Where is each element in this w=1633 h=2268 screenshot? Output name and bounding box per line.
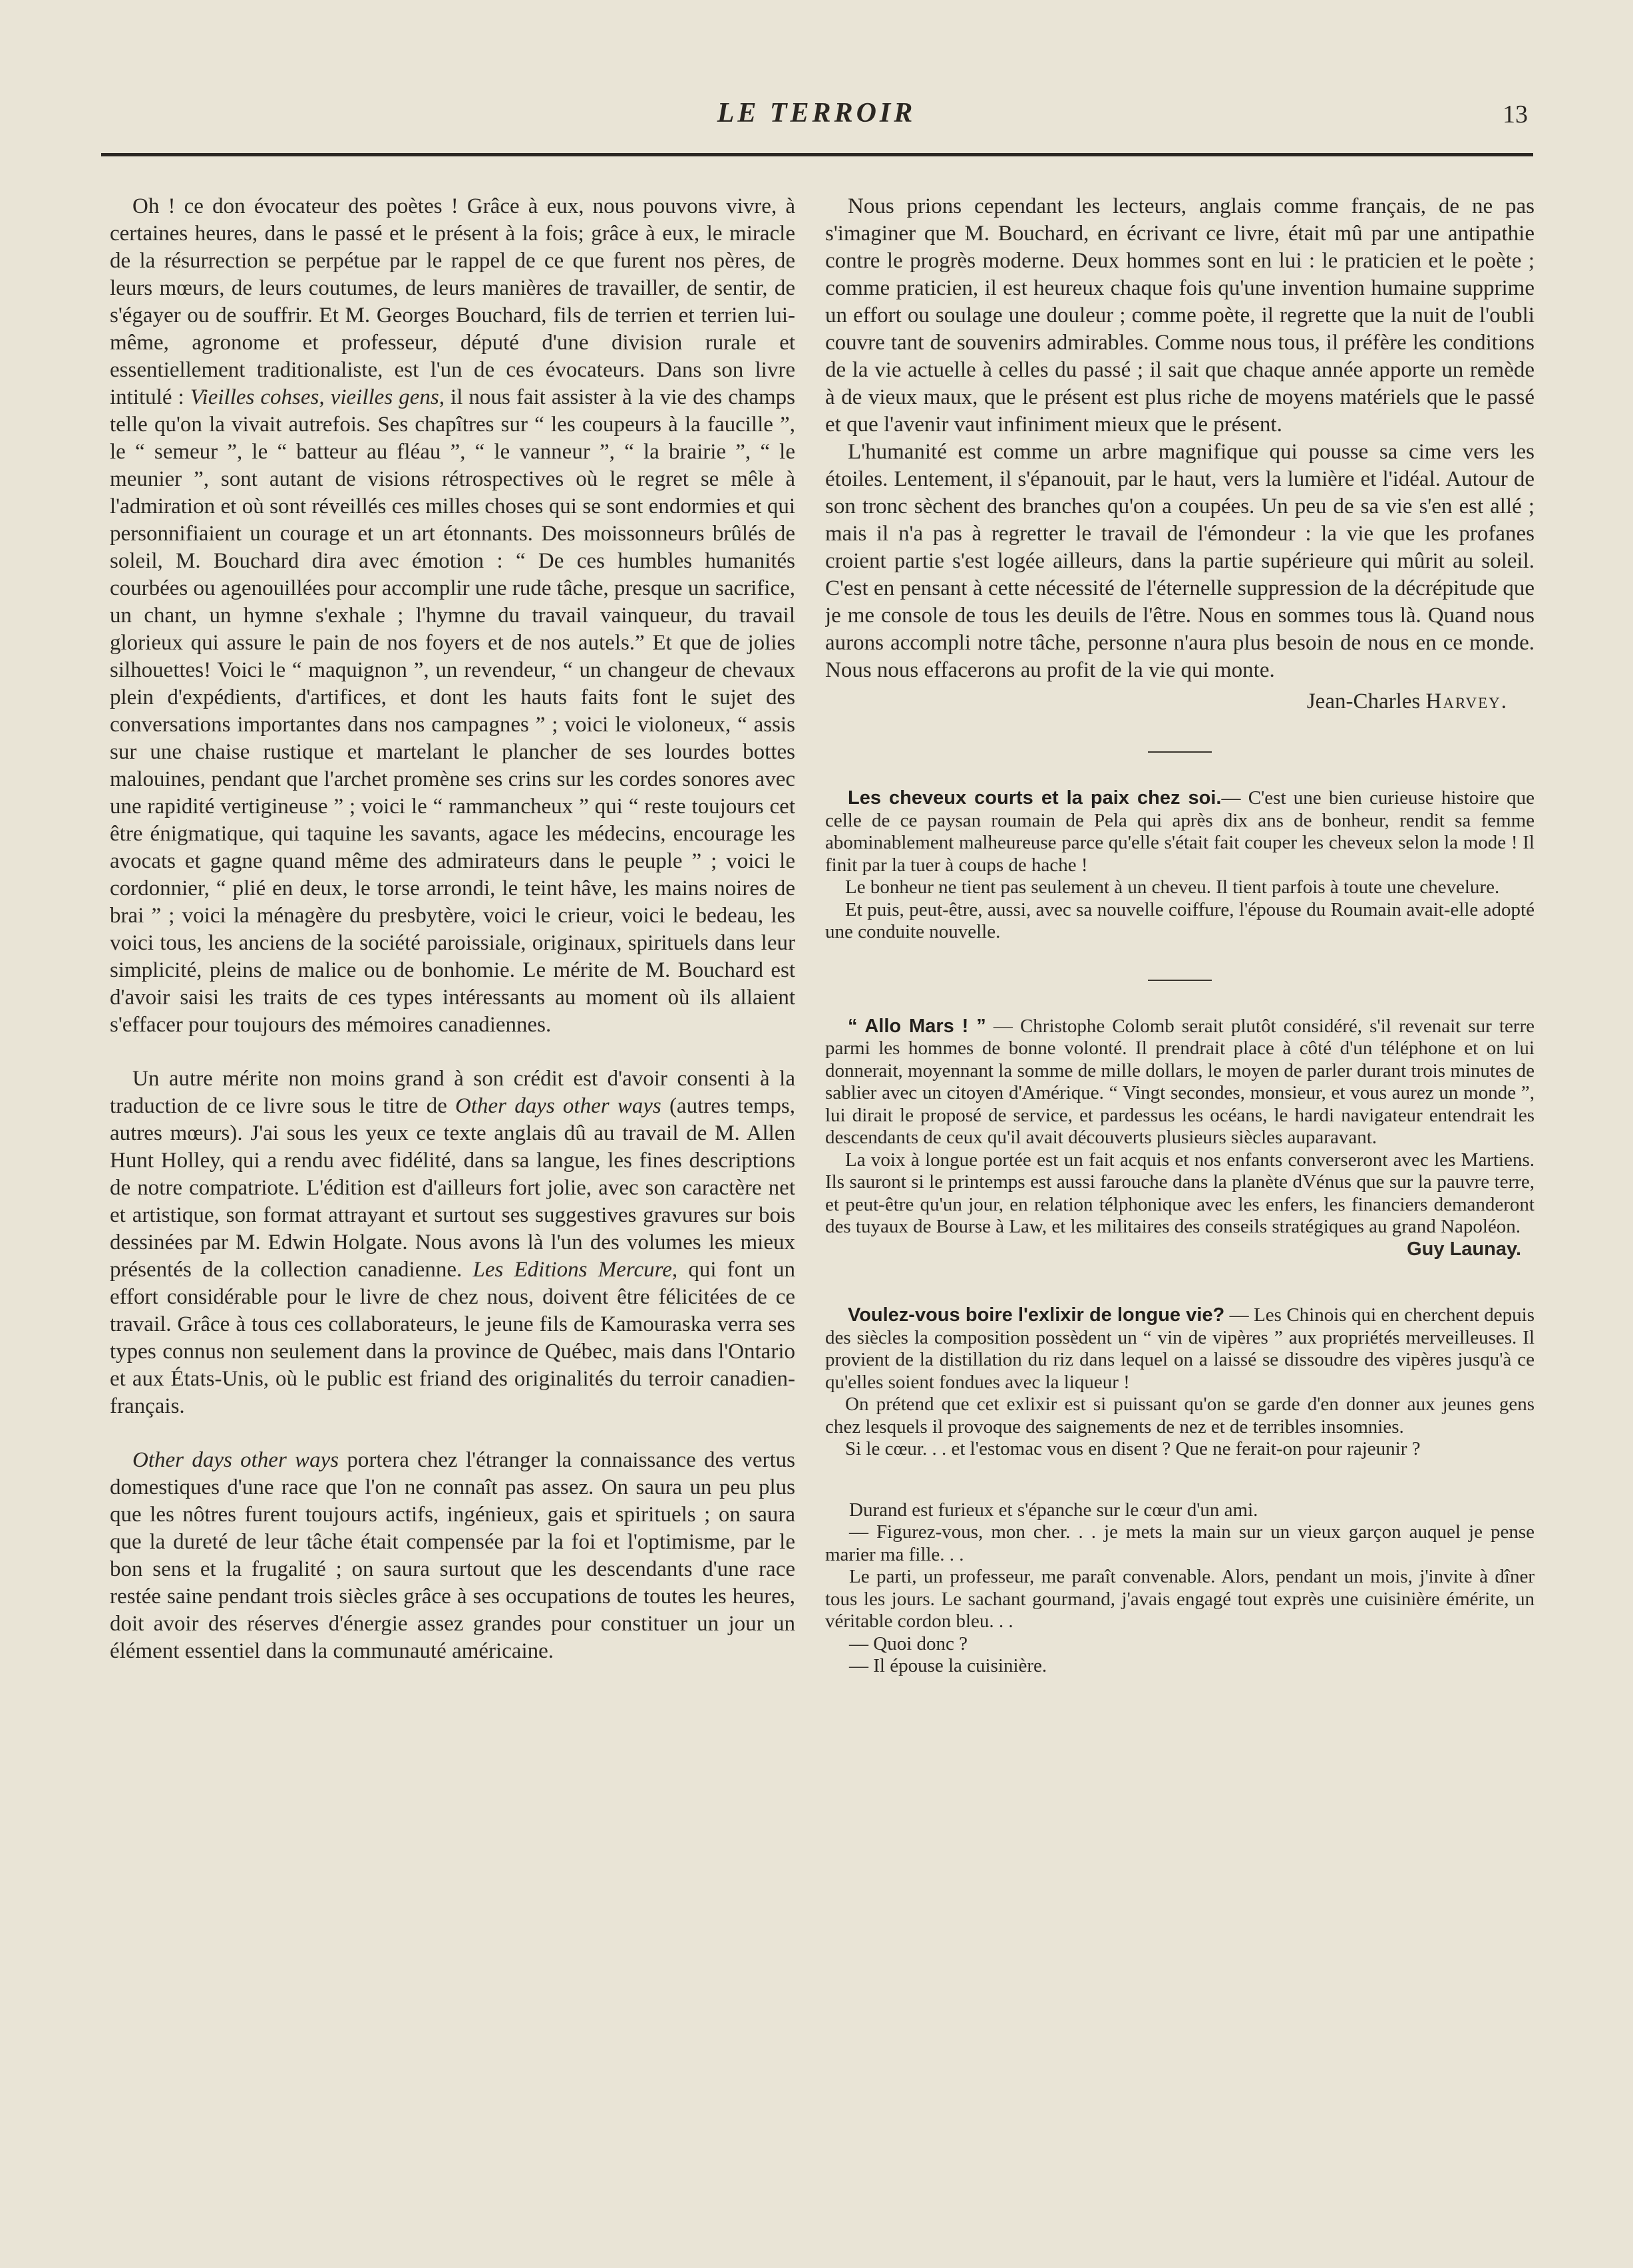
- anecdote-line: Le parti, un professeur, me paraît convenable. Alors, pendant un mois, j'invite à dîner tous les jours. Le sachant gourmand, j'avais engagé tout exprès une cuisinière émérite, un véritable cordon bleu. . .: [825, 1566, 1535, 1632]
- anecdote-line: Durand est furieux et s'épanche sur le cœur d'un ami.: [849, 1499, 1258, 1521]
- paragraph-text: Un autre mérite non moins grand à son crédit est d'avoir consenti à la traduction de ce livre sous le titre de: [110, 1067, 795, 1118]
- book-title: Other days other ways: [132, 1448, 339, 1472]
- article-signature: [825, 688, 1508, 715]
- right-column: [825, 193, 1535, 2229]
- brief-author: Guy Launay.: [1407, 1238, 1521, 1260]
- brief-paragraph: On prétend que cet exlixir est si puissant qu'on se garde d'en donner aux jeunes gens chez lesquels il provoque des saignements de nez et de terribles insomnies.: [825, 1394, 1535, 1437]
- anecdote-line: — Quoi donc ?: [849, 1632, 968, 1654]
- paragraph-text: qui font un effort considérable pour le livre de chez nous, doivent être félicitées de ce travail. Grâce à tous ces collaborateurs, le jeune fils de Kamouraska verra ses types connus non seulement dans la province de Québec, mais dans l'Ontario et aux États-Unis, où le public est friand des originalités du terroir canadien-français.: [110, 1258, 795, 1418]
- book-title: Vieilles cohses, vieilles gens,: [190, 385, 445, 409]
- news-brief-mars: [825, 1016, 1535, 1261]
- paragraph-text: il nous fait assister à la vie des champs telle qu'on la vivait autrefois. Ses chapîtres sur “ les coupeurs à la faucille ”, le “ semeur ”, le “ batteur au fléau ”, “ le vanneur ”, “ la brairie ”, “ le meunier ”, sont autant de visions rétrospectives où le regret se mêle à l'admiration et où sont réveillés ces milles choses qui se sont endormies et qui personnifiaient un courage et un art étonnants. Des moissonneurs brûlés de soleil, M. Bouchard dira avec émotion : “ De ces humbles humanités courbées ou agenouillées pour accomplir une rude tâche, presque un sacrifice, un chant, un hymne s'exhale ; l'hymne du travail vainqueur, du travail glorieux qui assure le pain de nos foyers et de nos autels.” Et que de jolies silhouettes! Voici le “ maquignon ”, un revendeur, “ un changeur de chevaux plein d'expédients, d'artifices, et dont les hauts faits font le sujet des conversations importantes dans nos campagnes ” ; voici le violoneux, “ assis sur une chaise rustique et martelant le plancher de ses lourdes bottes malouines, pendant que l'archet promène ses crins sur les cordes sonores avec une rapidité vertigineuse ” ; voici le “ rammancheux ” qui “ reste toujours cet être énigmatique, qui taquine les savants, agace les médecins, encourage les avocats et gagne quand même des admirateurs dans le peuple ” ; voici le cordonnier, “ plié en deux, le torse arrondi, le teint hâve, les mains noires de brai ” ; voici la ménagère du presbytère, voici le crieur, voici le bedeau, les voici tous, les anciens de la société paroissiale, originaux, spirituels dans leur simplicité, pleins de malice ou de bonhomie. Le mérite de M. Bouchard est d'avoir saisi les traits de ces types intéressants au moment où ils allaient s'effacer pour toujours des mémoires canadiennes.: [110, 385, 795, 1037]
- book-title: Other days other ways: [455, 1094, 661, 1118]
- left-column: [110, 193, 795, 2229]
- brief-paragraph: [825, 1016, 1535, 1149]
- publisher-name: Les Editions Mercure,: [472, 1258, 678, 1282]
- brief-text: — C'est une bien curieuse histoire que celle de ce paysan roumain de Pela qui après dix ans de bonheur, rendit sa femme abominablement malheureuse parce qu'elle s'était fait couper les cheveux selon la mode ! Il finit par la tuer à coups de hache !: [825, 787, 1535, 876]
- brief-paragraph: [825, 787, 1535, 876]
- page-header: [0, 0, 1633, 160]
- brief-paragraph: [825, 1304, 1535, 1394]
- brief-text: — Les Chinois qui en cherchent depuis des siècles la composition possèdent un “ vin de vipères ” aux propriétés merveilleuses. Il provient de la distillation du riz dans lequel on a laissé se dissoudre des vipères jusqu'à ce qu'elles soient fondues avec la liqueur !: [825, 1304, 1535, 1393]
- header-rule: [101, 153, 1533, 156]
- signature-last-name: Harvey.: [1425, 689, 1508, 713]
- signature-first-name: Jean-Charles: [1306, 689, 1426, 713]
- brief-text: — Christophe Colomb serait plutôt considéré, s'il revenait sur terre parmi les hommes de bonne volonté. Il prendrait place à côté d'un téléphone et on lui donnerait, moyennant la somme de mille dollars, le moyen de parler durant trois minutes de sablier avec un citoyen d'Amérique. “ Vingt secondes, monsieur, et vous aurez un monde ”, lui dirait le proposé de service, et pardessus les océans, le hardi navigateur entendrait les descendants de ceux qu'il avait découverts plusieurs siècles auparavant.: [825, 1015, 1535, 1148]
- brief-headline: Voulez-vous boire l'exlixir de longue vie?: [848, 1304, 1225, 1326]
- paragraph-text: (autres temps, autres mœurs). J'ai sous les yeux ce texte anglais dû au travail de M. Allen Hunt Holley, qui a rendu avec fidélité, dans sa langue, les fines descriptions de notre compatriote. L'édition est d'ailleurs fort jolie, avec son caractère net et artistique, son format attrayant et surtout ses suggestives gravures sur bois dessinées par M. Edwin Holgate. Nous avons là l'un des volumes les mieux présentés de la collection canadienne.: [110, 1094, 795, 1282]
- section-divider: [1148, 751, 1212, 753]
- article-paragraph: Nous prions cependant les lecteurs, anglais comme français, de ne pas s'imaginer que M. Bouchard, en écrivant ce livre, était mû par une antipathie contre le progrès moderne. Deux hommes sont en lui : le praticien et le poète ; comme praticien, il est heureux chaque fois qu'une invention humaine supprime un effort ou soulage une douleur ; comme poète, il regrette que la nuit de l'oubli couvre tant de souvenirs admirables. Comme nous tous, il préfère les conditions de la vie actuelle à celles du passé ; il sait que chaque année apporte un remède à de vieux maux, que le présent est plus riche de moyens matériels que le passé et que l'avenir vaut infiniment mieux que le présent.: [825, 194, 1535, 437]
- anecdote: [825, 1499, 1535, 1678]
- journal-title: LE TERROIR: [717, 98, 916, 128]
- anecdote-line: — Figurez-vous, mon cher. . . je mets la main sur un vieux garçon auquel je pense marier ma fille. . .: [825, 1521, 1535, 1565]
- article-paragraph: L'humanité est comme un arbre magnifique qui pousse sa cime vers les étoiles. Lentement, il s'épanouit, par le haut, vers la lumière et l'idéal. Autour de son tronc sèchent des branches qu'on a coupées. Un peu de sa vie s'en est allé ; mais il n'a pas à regretter le travail de l'émondeur : la vie que les profanes croient partie s'est logée ailleurs, dans la partie supérieure qui mûrit au soleil. C'est en pensant à cette nécessité de l'éternelle suppression de la décrépitude que je me console de tous les deuils de l'être. Nous en sommes tous là. Quand nous aurons accompli notre tâche, personne n'aura plus besoin de nous en ce monde. Nous nous effacerons au profit de la vie qui monte.: [825, 440, 1535, 682]
- brief-paragraph: Et puis, peut-être, aussi, avec sa nouvelle coiffure, l'épouse du Roumain avait-elle adopté une conduite nouvelle.: [825, 898, 1535, 942]
- article-paragraph: [110, 1065, 795, 1420]
- news-brief-hair: [825, 787, 1535, 944]
- paragraph-text: Oh ! ce don évocateur des poètes ! Grâce à eux, nous pouvons vivre, à certaines heures, dans le passé et le présent à la fois; grâce à eux, le miracle de la résurrection se perpétue par le rappel de ce que furent nos pères, de leurs mœurs, de leurs coutumes, de leurs manières de travailler, de sentir, de s'égayer ou de souffrir. Et M. Georges Bouchard, fils de terrien et terrien lui-même, agronome et professeur, député d'une division rurale et essentiellement traditionaliste, est l'un de ces évocateurs. Dans son livre intitulé :: [110, 194, 795, 409]
- brief-headline: “ Allo Mars ! ”: [848, 1015, 986, 1037]
- article-paragraph: [110, 1447, 795, 1665]
- article-paragraph: [110, 193, 795, 1039]
- brief-paragraph: Le bonheur ne tient pas seulement à un cheveu. Il tient parfois à toute une chevelure.: [845, 876, 1500, 898]
- anecdote-line: — Il épouse la cuisinière.: [849, 1655, 1047, 1676]
- brief-paragraph: Si le cœur. . . et l'estomac vous en disent ? Que ne ferait-on pour rajeunir ?: [845, 1438, 1421, 1459]
- page-number: 13: [1503, 100, 1528, 128]
- news-brief-elixir: [825, 1304, 1535, 1461]
- brief-headline: Les cheveux courts et la paix chez soi.: [848, 787, 1222, 809]
- brief-paragraph: La voix à longue portée est un fait acquis et nos enfants converseront avec les Martiens. Ils sauront si le printemps est aussi farouche dans la planète dVénus que sur la pauvre terre, et peut-être qu'un jour, en relation télphonique avec les enfers, les financiers demanderont des tuyaux de Bourse à Law, et les militaires des conseils stratégiques au grand Napoléon.: [825, 1149, 1535, 1237]
- section-divider: [1148, 980, 1212, 981]
- paragraph-text: portera chez l'étranger la connaissance des vertus domestiques d'une race que l'on ne connaît pas assez. On saura un peu plus que les nôtres furent toujours actifs, ingénieux, gais et spirituels ; on saura que la dureté de leur tâche était compensée par la foi et l'optimisme, par le bon sens et la frugalité ; on saura surtout que les descendants d'une race restée saine pendant trois siècles grâce à ses occupations de toutes les heures, doit avoir des réserves d'énergie assez grandes pour constituer un jour un élément essentiel dans la communauté américaine.: [110, 1448, 795, 1663]
